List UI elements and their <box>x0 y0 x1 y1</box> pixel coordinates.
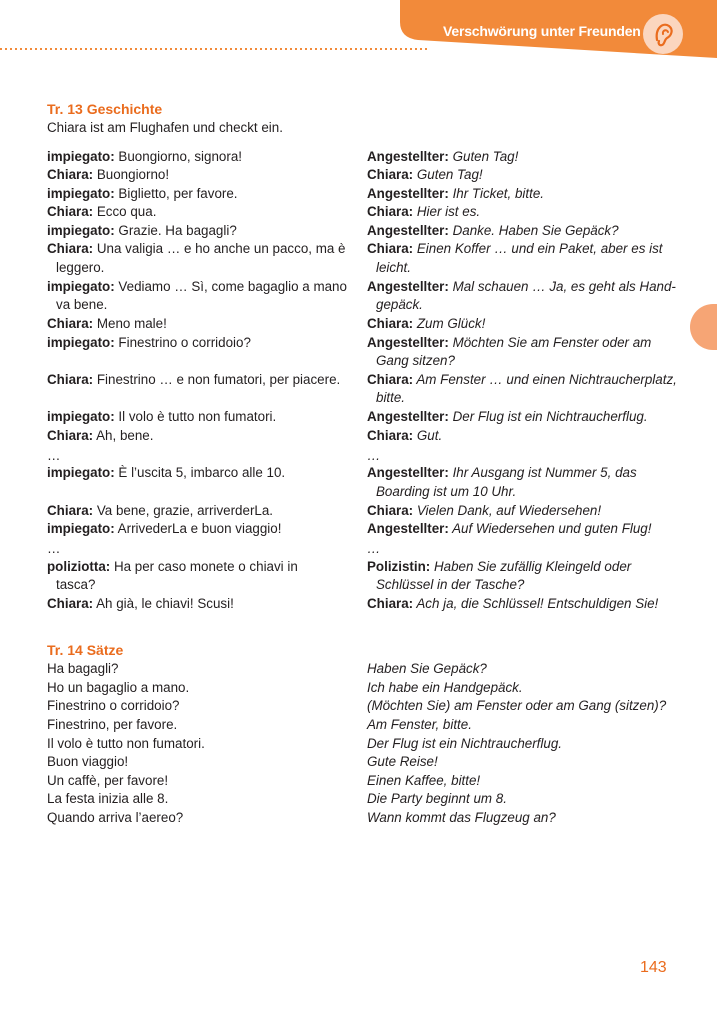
line-text: Der Flug ist ein Nichtraucherflug. <box>448 409 648 424</box>
line-text: Guten Tag! <box>413 167 483 182</box>
line-text: Meno male! <box>93 316 167 331</box>
line-text: … <box>367 541 381 556</box>
line-text: Ach ja, die Schlüssel! Entschuldigen Sie! <box>413 596 659 611</box>
dialogue-line <box>47 447 60 466</box>
line-text: Am Fenster … und einen Nichtraucherplatz, <box>413 372 677 387</box>
section-heading-tr13: Tr. 13 Geschichte <box>47 101 163 117</box>
dialogue-line <box>47 203 156 222</box>
line-text: … <box>47 448 61 463</box>
sentence-line: Il volo è tutto non fumatori. <box>47 736 205 751</box>
dialogue-line <box>367 296 423 315</box>
speaker-label: Chiara: <box>367 428 414 443</box>
dialogue-line <box>47 185 238 204</box>
line-text: Hier ist es. <box>413 204 481 219</box>
sentence-line: Die Party beginnt um 8. <box>367 791 507 806</box>
dialogue-line <box>47 278 347 297</box>
line-text: ArrivederLa e buon viaggio! <box>114 521 282 536</box>
sentence-line: Haben Sie Gepäck? <box>367 661 487 676</box>
speaker-label: Chiara: <box>367 241 414 256</box>
dialogue-line <box>47 222 237 241</box>
line-text: Una valigia … e ho anche un pacco, ma è <box>93 241 346 256</box>
speaker-label: impiegato: <box>47 409 115 424</box>
line-text: Auf Wiedersehen und guten Flug! <box>448 521 652 536</box>
sentence-line: Ho un bagaglio a mano. <box>47 680 190 695</box>
dialogue-line <box>367 408 648 427</box>
speaker-label: Polizistin: <box>367 559 431 574</box>
dialogue-line <box>367 483 516 502</box>
speaker-label: Chiara: <box>47 241 94 256</box>
dialogue-line <box>47 464 285 483</box>
sentence-line: Der Flug ist ein Nichtraucherflug. <box>367 736 562 751</box>
speaker-label: Chiara: <box>47 204 94 219</box>
line-text: Schlüssel in der Tasche? <box>376 577 525 592</box>
speaker-label: Chiara: <box>47 503 94 518</box>
line-text: Finestrino o corridoio? <box>114 335 251 350</box>
dialogue-line <box>47 259 104 278</box>
line-text: Finestrino … e non fumatori, per piacere. <box>93 372 341 387</box>
sentence-line: Ich habe ein Handgepäck. <box>367 680 523 695</box>
sentence-line: Einen Kaffee, bitte! <box>367 773 481 788</box>
speaker-label: Angestellter: <box>367 521 449 536</box>
dialogue-line <box>47 576 95 595</box>
speaker-label: Angestellter: <box>367 186 449 201</box>
line-text: Ha per caso monete o chiavi in <box>110 559 298 574</box>
dialogue-line <box>367 222 619 241</box>
speaker-label: impiegato: <box>47 465 115 480</box>
dialogue-line <box>367 389 405 408</box>
sentence-line: Am Fenster, bitte. <box>367 717 472 732</box>
dialogue-line <box>47 334 251 353</box>
line-text: Danke. Haben Sie Gepäck? <box>448 223 619 238</box>
section-intro: Chiara ist am Flughafen und checkt ein. <box>47 120 283 135</box>
line-text: Vediamo … Sì, come bagaglio a mano <box>114 279 347 294</box>
line-text: Ihr Ausgang ist Nummer 5, das <box>448 465 637 480</box>
dialogue-line <box>367 240 663 259</box>
dialogue-line <box>367 558 631 577</box>
speaker-label: impiegato: <box>47 521 115 536</box>
sentence-line: Finestrino o corridoio? <box>47 698 180 713</box>
speaker-label: impiegato: <box>47 149 115 164</box>
line-text: tasca? <box>56 577 96 592</box>
dialogue-line <box>367 464 637 483</box>
side-tab-marker <box>690 304 717 350</box>
speaker-label: Chiara: <box>47 428 94 443</box>
dialogue-line <box>47 502 273 521</box>
dialogue-line <box>47 296 107 315</box>
speaker-label: Chiara: <box>367 372 414 387</box>
speaker-label: Chiara: <box>367 167 414 182</box>
line-text: È l’uscita 5, imbarco alle 10. <box>114 465 286 480</box>
dialogue-line <box>367 540 380 559</box>
dialogue-line <box>367 148 518 167</box>
sentence-line: Wann kommt das Flugzeug an? <box>367 810 556 825</box>
line-text: Buongiorno! <box>93 167 170 182</box>
speaker-label: poliziotta: <box>47 559 111 574</box>
dialogue-line <box>47 240 345 259</box>
line-text: Mal schauen … Ja, es geht als Hand- <box>448 279 676 294</box>
line-text: Il volo è tutto non fumatori. <box>114 409 277 424</box>
speaker-label: Angestellter: <box>367 223 449 238</box>
line-text: Gut. <box>413 428 443 443</box>
dialogue-line <box>47 427 153 446</box>
sentence-line: Ha bagagli? <box>47 661 119 676</box>
dialogue-line <box>47 148 242 167</box>
sentence-line: Buon viaggio! <box>47 754 129 769</box>
sentence-line: Quando arriva l’aereo? <box>47 810 184 825</box>
line-text: Zum Glück! <box>413 316 486 331</box>
line-text: … <box>367 448 381 463</box>
dialogue-line <box>367 315 485 334</box>
line-text: Biglietto, per favore. <box>114 186 238 201</box>
speaker-label: impiegato: <box>47 223 115 238</box>
dialogue-line <box>367 203 480 222</box>
dialogue-line <box>367 259 411 278</box>
dialogue-line <box>367 278 676 297</box>
dialogue-line <box>47 540 60 559</box>
speaker-label: impiegato: <box>47 186 115 201</box>
line-text: Haben Sie zufällig Kleingeld oder <box>430 559 632 574</box>
line-text: Ecco qua. <box>93 204 157 219</box>
line-text: Einen Koffer … und ein Paket, aber es ist <box>413 241 663 256</box>
dialogue-line <box>47 595 234 614</box>
line-text: gepäck. <box>376 297 423 312</box>
speaker-label: Angestellter: <box>367 465 449 480</box>
sentence-line: Finestrino, per favore. <box>47 717 178 732</box>
dialogue-line <box>367 502 601 521</box>
dialogue-line <box>367 371 677 390</box>
dialogue-line <box>47 520 281 539</box>
line-text: va bene. <box>56 297 108 312</box>
speaker-label: Chiara: <box>367 596 414 611</box>
dialogue-line <box>367 520 651 539</box>
dialogue-line <box>367 185 544 204</box>
line-text: Ah, bene. <box>93 428 154 443</box>
dialogue-line <box>367 427 442 446</box>
line-text: Vielen Dank, auf Wiedersehen! <box>413 503 602 518</box>
speaker-label: Chiara: <box>47 372 94 387</box>
dialogue-line <box>367 334 651 353</box>
speaker-label: Chiara: <box>367 316 414 331</box>
line-text: Va bene, grazie, arriverderLa. <box>93 503 274 518</box>
dialogue-line <box>47 558 298 577</box>
speaker-label: Angestellter: <box>367 279 449 294</box>
dialogue-line <box>367 576 524 595</box>
sentence-line: La festa inizia alle 8. <box>47 791 169 806</box>
speaker-label: Angestellter: <box>367 409 449 424</box>
sentence-line: (Möchten Sie) am Fenster oder am Gang (sitzen)? <box>367 698 667 713</box>
speaker-label: Chiara: <box>367 503 414 518</box>
dialogue-line <box>367 447 380 466</box>
speaker-label: Chiara: <box>47 596 94 611</box>
line-text: Grazie. Ha bagagli? <box>114 223 237 238</box>
dialogue-line <box>367 166 483 185</box>
line-text: Guten Tag! <box>448 149 519 164</box>
line-text: Möchten Sie am Fenster oder am <box>448 335 652 350</box>
line-text: … <box>47 541 61 556</box>
chapter-title: Verschwörung unter Freunden <box>443 23 641 39</box>
speaker-label: impiegato: <box>47 335 115 350</box>
dialogue-line <box>367 595 658 614</box>
dialogue-line <box>47 371 340 390</box>
speaker-label: Chiara: <box>47 167 94 182</box>
speaker-label: Angestellter: <box>367 149 449 164</box>
line-text: Boarding ist um 10 Uhr. <box>376 484 517 499</box>
section-heading-tr14: Tr. 14 Sätze <box>47 642 124 658</box>
line-text: Gang sitzen? <box>376 353 455 368</box>
dialogue-line <box>47 315 167 334</box>
page-number: 143 <box>640 959 667 976</box>
ear-icon <box>643 14 683 54</box>
line-text: leicht. <box>376 260 411 275</box>
sentence-line: Un caffè, per favore! <box>47 773 169 788</box>
line-text: Ihr Ticket, bitte. <box>448 186 544 201</box>
speaker-label: impiegato: <box>47 279 115 294</box>
dialogue-line <box>367 352 455 371</box>
speaker-label: Chiara: <box>47 316 94 331</box>
dialogue-line <box>47 166 169 185</box>
dialogue-line <box>47 408 276 427</box>
speaker-label: Chiara: <box>367 204 414 219</box>
line-text: leggero. <box>56 260 105 275</box>
line-text: Ah già, le chiavi! Scusi! <box>93 596 234 611</box>
line-text: Buongiorno, signora! <box>114 149 242 164</box>
sentence-line: Gute Reise! <box>367 754 438 769</box>
speaker-label: Angestellter: <box>367 335 449 350</box>
line-text: bitte. <box>376 390 406 405</box>
